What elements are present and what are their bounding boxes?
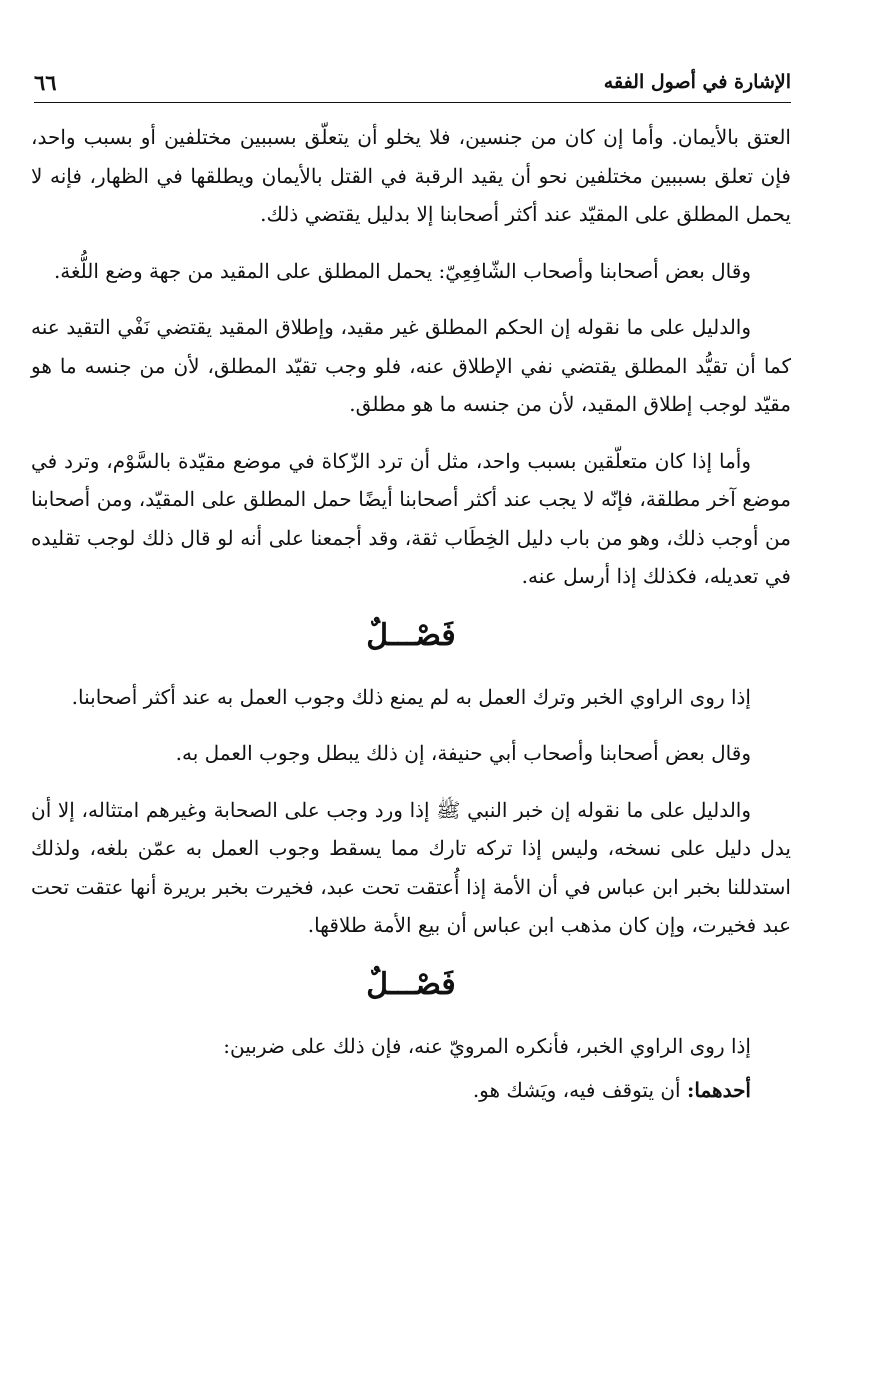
page-number: ٦٦	[34, 69, 57, 95]
paragraph: والدليل على ما نقوله إن خبر النبي ﷺ إذا ورد وجب على الصحابة وغيرهم امتثاله، إلا أن يدل دليل على نسخه، وليس إذا تركه تارك مما يسقط وجوب العمل به عمّن بلغه، ولذلك استدللنا بخبر ابن عباس في أن الأمة إذا أُعتقت تحت عبد، فخيرت بخبر بريرة أنها عتقت تحت عبد فخيرت، وإن كان مذهب ابن عباس أن بيع الأمة طلاقها.	[31, 797, 791, 937]
paragraph: العتق بالأيمان. وأما إن كان من جنسين، فلا يخلو أن يتعلّق بسببين مختلفين أو بسبب واحد، فإن تعلق بسببين مختلفين نحو أن يقيد الرقبة في القتل بالأيمان ويطلقها في الظهار، فإنه لا يحمل المطلق على المقيّد عند أكثر أصحابنا إلا بدليل يقتضي ذلك.	[31, 125, 791, 226]
section-heading: فَصْـــلٌ	[366, 617, 456, 653]
paragraph: وقال بعض أصحابنا وأصحاب أبي حنيفة، إن ذلك يبطل وجوب العمل به.	[175, 741, 751, 765]
paragraph: إذا روى الراوي الخبر وترك العمل به لم يمنع ذلك وجوب العمل به عند أكثر أصحابنا.	[71, 684, 751, 709]
item-text: أن يتوقف فيه، ويَشك هو.	[472, 1078, 687, 1102]
page-header	[34, 62, 791, 103]
paragraph: والدليل على ما نقوله إن الحكم المطلق غير مقيد، وإطلاق المقيد يقتضي نَفْي التقيد عنه كما أن تقيُّد المطلق يقتضي نفي الإطلاق عنه، فلو وجب تقيّد المطلق، لأن من جنسه ما هو مقيّد لوجب إطلاق المقيد، لأن من جنسه ما هو مطلق.	[31, 315, 791, 416]
section-heading: فَصْـــلٌ	[366, 966, 456, 1002]
list-item	[31, 1071, 791, 1110]
item-lead: أحدهما:	[686, 1078, 751, 1102]
paragraph: وقال بعض أصحابنا وأصحاب الشّافِعِيّ: يحمل المطلق على المقيد من جهة وضع اللُّغة.	[53, 258, 751, 283]
running-title: الإشارة في أصول الفقه	[603, 71, 791, 93]
paragraph: وأما إذا كان متعلّقين بسبب واحد، مثل أن ترد الزّكاة في موضع مقيّدة بالسَّوْم، وترد في موضع آخر مطلقة، فإنّه لا يجب عند أكثر أصحابنا أيضًا حمل المطلق على المقيّد، ومن أصحابنا من أوجب ذلك، وهو من باب دليل الخِطَاب ثقة، وقد أجمعنا على أنه لو قال ذلك لوجب تقليده في تعديله، فكذلك إذا أرسل عنه.	[31, 448, 791, 588]
body-text	[31, 118, 791, 1128]
paragraph: إذا روى الراوي الخبر، فأنكره المرويّ عنه، فإن ذلك على ضربين:	[223, 1033, 751, 1058]
